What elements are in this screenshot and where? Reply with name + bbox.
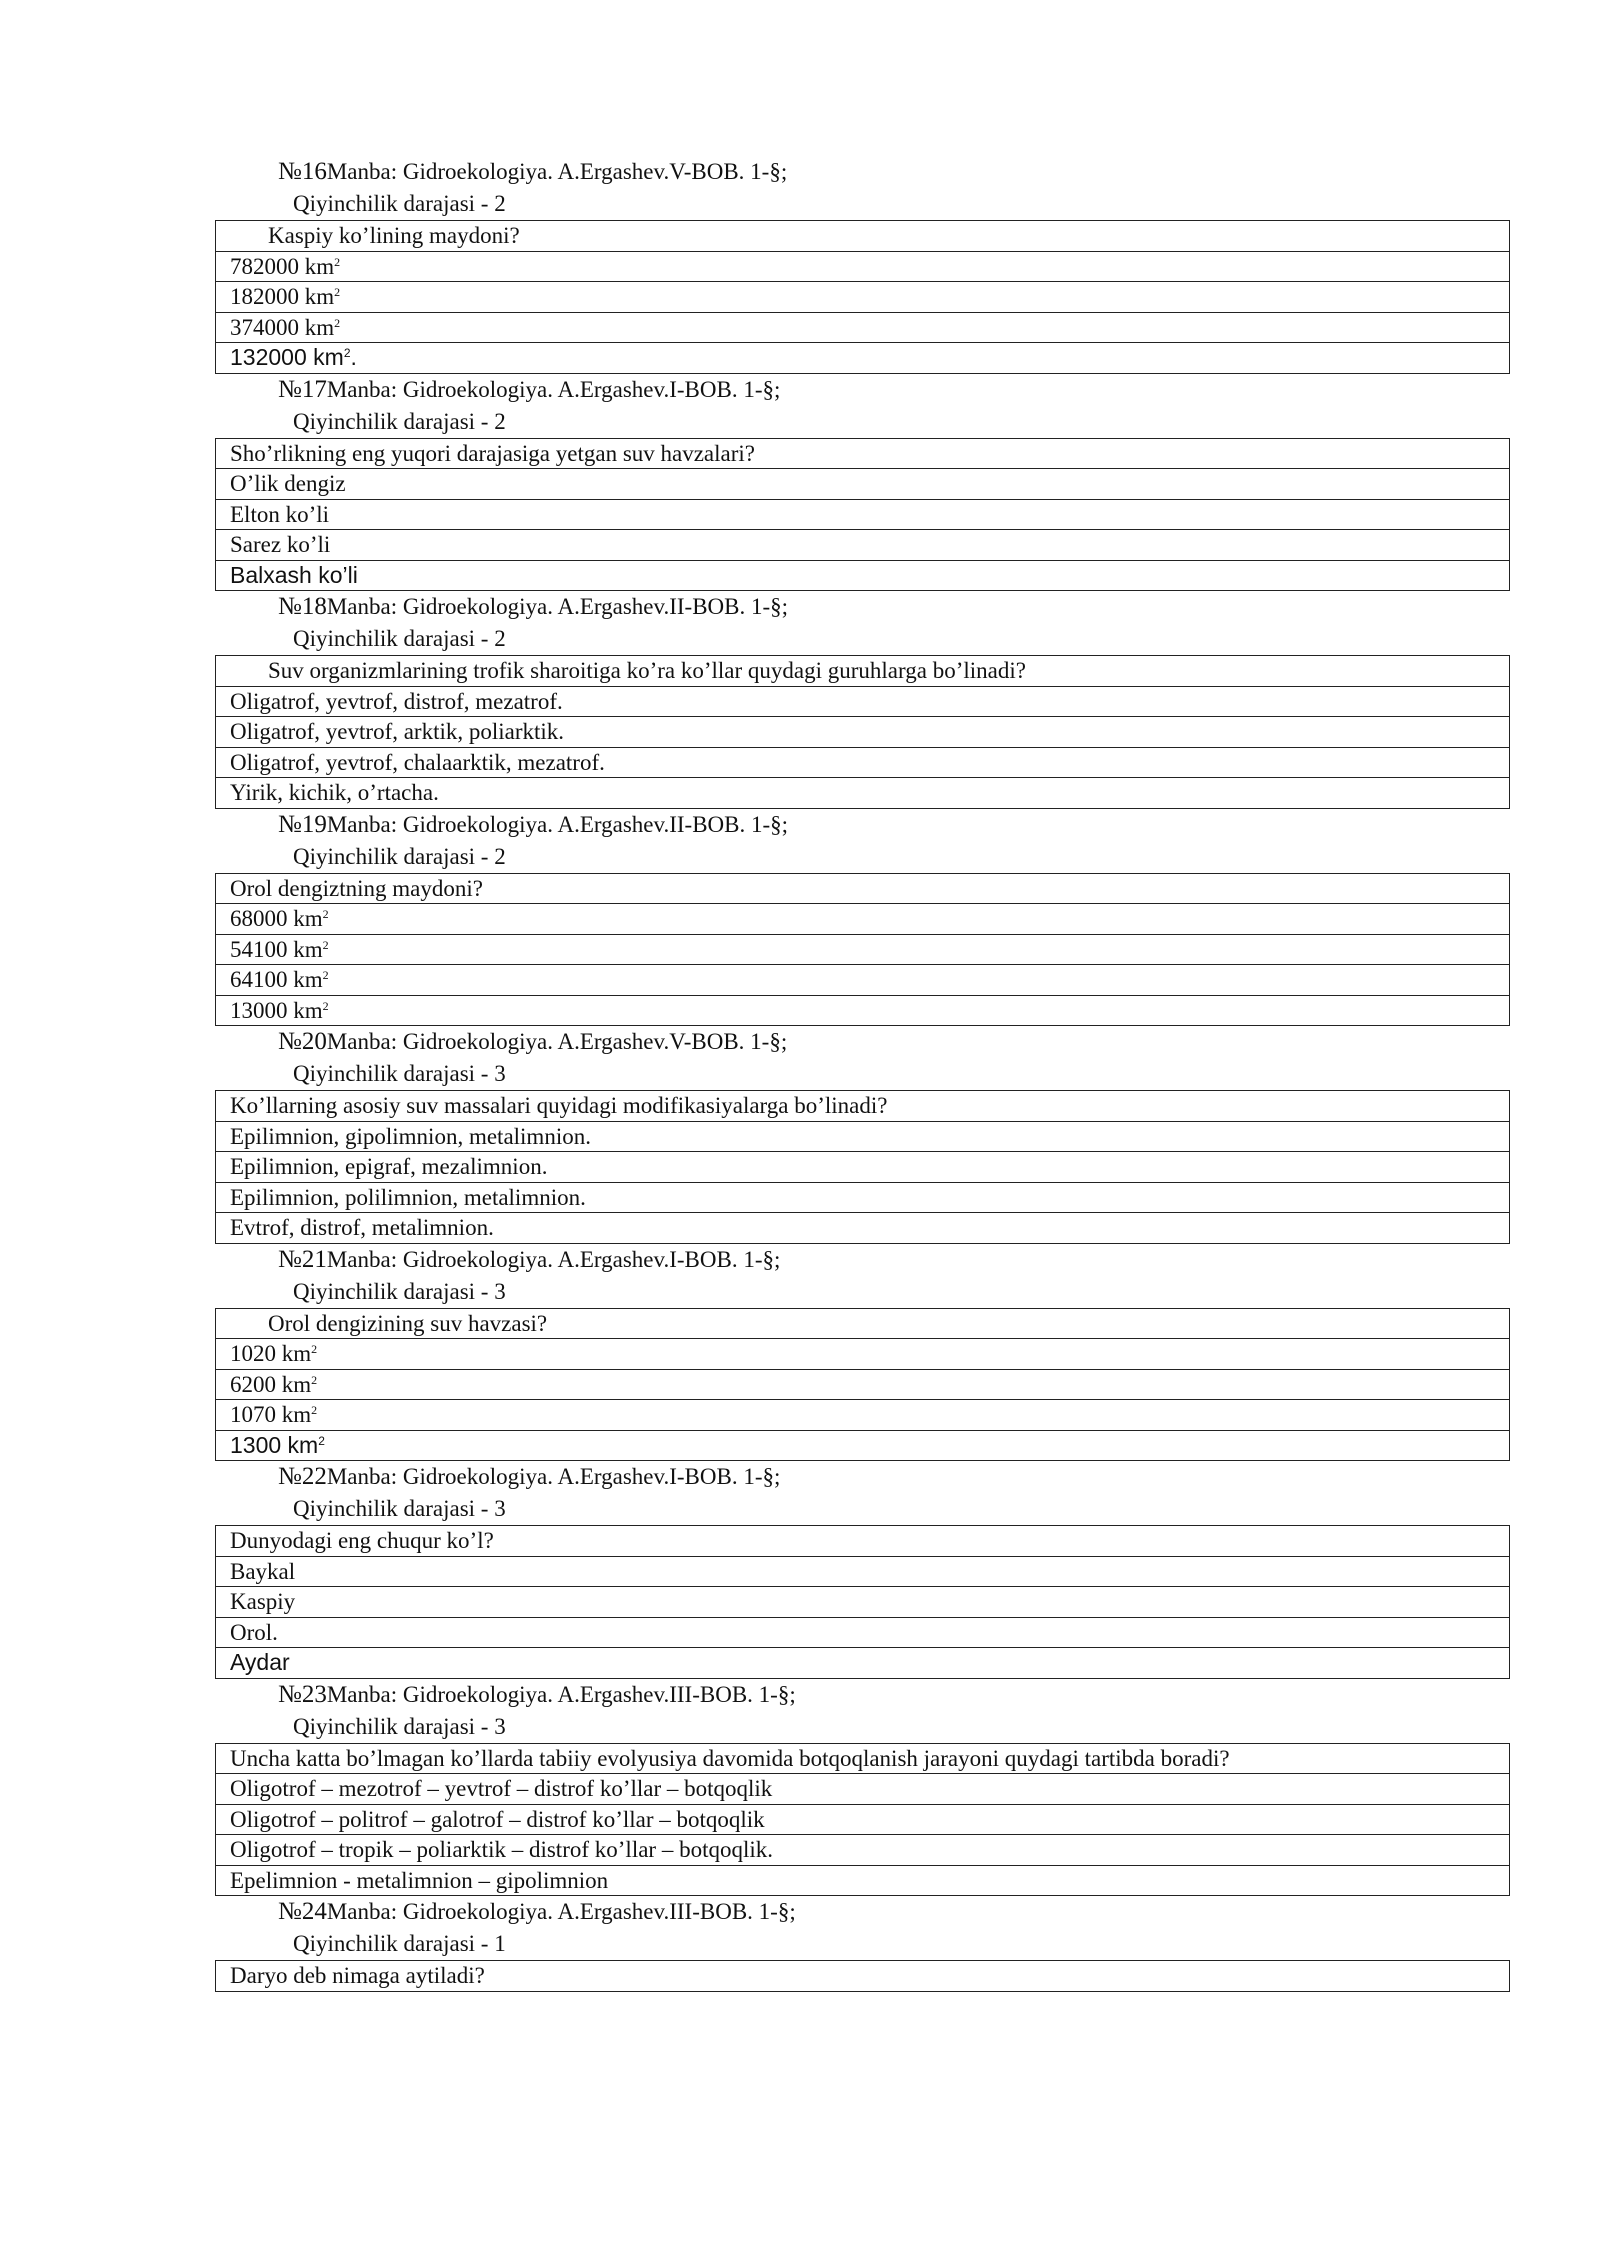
answer-option [216, 1774, 1510, 1805]
answer-row [216, 1121, 1510, 1152]
answer-option [216, 499, 1510, 530]
answer-text: Orol. [230, 1619, 278, 1645]
question-number: №23 [278, 1680, 327, 1708]
answer-row [216, 1339, 1510, 1370]
answer-text: Baykal [230, 1558, 296, 1584]
answer-row [216, 747, 1510, 778]
question-source: Manba: Gidroekologiya. A.Ergashev.V-BOB. 1-§; [326, 159, 788, 184]
question-number: №24 [278, 1898, 327, 1925]
question-row [216, 221, 1510, 252]
question-text: Orol dengizining suv havzasi? [216, 1308, 1510, 1339]
answer-option [216, 1617, 1510, 1648]
answer-option [216, 282, 1510, 313]
answer-row [216, 1213, 1510, 1244]
answer-option [216, 343, 1510, 374]
question-source: Manba: Gidroekologiya. A.Ergashev.II-BOB. 1-§; [326, 811, 789, 837]
question-block [215, 1896, 1510, 1992]
answer-text: Sarez ko’li [230, 532, 331, 558]
answer-option [216, 251, 1510, 282]
answer-text: Elton ko’li [230, 501, 330, 527]
answer-row [216, 1430, 1510, 1461]
question-row [216, 1743, 1510, 1774]
difficulty-level: Qiyinchilik darajasi - 1 [293, 1931, 506, 1956]
answer-row [216, 312, 1510, 343]
answer-option [216, 778, 1510, 809]
unit-exponent: 2 [318, 1433, 325, 1448]
answer-option [216, 1430, 1510, 1461]
question-number: №16 [278, 158, 327, 185]
answer-text: Epilimnion, gipolimnion, metalimnion. [230, 1123, 591, 1149]
answer-suffix: . [350, 344, 357, 371]
answer-text: 54100 km [230, 936, 323, 962]
answer-option [216, 1121, 1510, 1152]
answer-option [216, 1865, 1510, 1896]
answer-option [216, 1400, 1510, 1431]
question-text: Daryo deb nimaga aytiladi? [216, 1961, 1510, 1992]
question-source-line [278, 1026, 1510, 1058]
answer-row [216, 1804, 1510, 1835]
question-number: №21 [278, 1245, 327, 1273]
question-table [215, 1308, 1510, 1462]
question-table [215, 655, 1510, 809]
answer-text: Kaspiy [230, 1589, 296, 1615]
answer-option [216, 530, 1510, 561]
question-block [215, 1244, 1510, 1462]
question-source: Manba: Gidroekologiya. A.Ergashev.III-BOB. 1-§; [326, 1899, 796, 1924]
answer-option [216, 717, 1510, 748]
answer-text: O’lik dengiz [230, 471, 346, 497]
answer-text: 6200 km [230, 1371, 312, 1397]
difficulty-level: Qiyinchilik darajasi - 3 [293, 1278, 506, 1304]
question-text: Sho’rlikning eng yuqori darajasiga yetgan suv havzalari? [216, 438, 1510, 469]
question-text: Suv organizmlarining trofik sharoitiga ko’ra ko’llar quydagi guruhlarga bo’linadi? [216, 656, 1510, 687]
answer-text: 132000 km [230, 344, 344, 371]
question-table [215, 1960, 1510, 1992]
question-number: №19 [278, 810, 327, 838]
unit-exponent: 2 [322, 907, 329, 922]
answer-option [216, 312, 1510, 343]
answer-row [216, 1774, 1510, 1805]
difficulty-level: Qiyinchilik darajasi - 3 [293, 1713, 506, 1739]
question-number: №20 [278, 1028, 327, 1055]
question-table [215, 1743, 1510, 1897]
document-body [215, 156, 1510, 1992]
answer-row [216, 934, 1510, 965]
question-source-line [278, 809, 1510, 841]
question-block [215, 809, 1510, 1027]
answer-text: Epilimnion, epigraf, mezalimnion. [230, 1154, 548, 1180]
answer-option [216, 1339, 1510, 1370]
answer-row [216, 251, 1510, 282]
question-source-line [278, 156, 1510, 188]
answer-row [216, 1182, 1510, 1213]
difficulty-level: Qiyinchilik darajasi - 2 [293, 408, 506, 434]
unit-exponent: 2 [343, 346, 351, 361]
answer-text: 782000 km [230, 253, 335, 279]
question-table [215, 1525, 1510, 1679]
answer-option [216, 1587, 1510, 1618]
question-table [215, 873, 1510, 1027]
question-source: Manba: Gidroekologiya. A.Ergashev.II-BOB. 1-§; [326, 594, 789, 619]
answer-row [216, 530, 1510, 561]
answer-option [216, 1648, 1510, 1679]
answer-row [216, 1617, 1510, 1648]
question-text: Uncha katta bo’lmagan ko’llarda tabiiy evolyusiya davomida botqoqlanish jarayoni quydagi tartibda boradi? [216, 1743, 1510, 1774]
answer-option [216, 1182, 1510, 1213]
answer-row [216, 499, 1510, 530]
question-source: Manba: Gidroekologiya. A.Ergashev.III-BOB. 1-§; [326, 1681, 796, 1707]
question-row [216, 1308, 1510, 1339]
answer-option [216, 965, 1510, 996]
difficulty-level: Qiyinchilik darajasi - 2 [293, 191, 506, 216]
question-source: Manba: Gidroekologiya. A.Ergashev.I-BOB. 1-§; [326, 376, 781, 402]
question-source-line [278, 1679, 1510, 1711]
question-block [215, 1026, 1510, 1244]
answer-text: 64100 km [230, 967, 323, 993]
question-row [216, 1091, 1510, 1122]
answer-option [216, 1556, 1510, 1587]
question-source-line [278, 1461, 1510, 1493]
answer-text: 68000 km [230, 906, 323, 932]
answer-text: 13000 km [230, 997, 323, 1023]
answer-row [216, 995, 1510, 1026]
question-text: Dunyodagi eng chuqur ko’l? [216, 1526, 1510, 1557]
answer-row [216, 560, 1510, 591]
answer-text: 1020 km [230, 1341, 312, 1367]
question-source: Manba: Gidroekologiya. A.Ergashev.I-BOB. 1-§; [326, 1246, 781, 1272]
question-number: №17 [278, 375, 327, 403]
question-block [215, 1461, 1510, 1679]
answer-option [216, 469, 1510, 500]
question-row [216, 656, 1510, 687]
question-source: Manba: Gidroekologiya. A.Ergashev.V-BOB. 1-§; [326, 1029, 788, 1054]
answer-row [216, 1587, 1510, 1618]
difficulty-level: Qiyinchilik darajasi - 3 [293, 1061, 506, 1086]
answer-text: 1300 km [230, 1431, 319, 1458]
answer-row [216, 778, 1510, 809]
difficulty-level: Qiyinchilik darajasi - 3 [293, 1496, 506, 1521]
answer-text: Epelimnion - metalimnion – gipolimnion [230, 1867, 609, 1893]
question-source-line [278, 1896, 1510, 1928]
question-block [215, 591, 1510, 809]
answer-text: Balxash ko’li [230, 561, 358, 588]
answer-text: Aydar [230, 1649, 290, 1676]
difficulty-level: Qiyinchilik darajasi - 2 [293, 626, 506, 651]
answer-text: Oligatrof, yevtrof, arktik, poliarktik. [230, 719, 565, 745]
answer-row [216, 965, 1510, 996]
unit-exponent: 2 [311, 1342, 318, 1357]
answer-row [216, 1865, 1510, 1896]
answer-text: 1070 km [230, 1402, 312, 1428]
question-text: Ko’llarning asosiy suv massalari quyidagi modifikasiyalarga bo’linadi? [216, 1091, 1510, 1122]
question-block [215, 374, 1510, 592]
answer-row [216, 1835, 1510, 1866]
answer-option [216, 560, 1510, 591]
answer-text: 182000 km [230, 284, 335, 310]
answer-option [216, 1213, 1510, 1244]
answer-option [216, 995, 1510, 1026]
answer-option [216, 934, 1510, 965]
answer-option [216, 747, 1510, 778]
answer-row [216, 1152, 1510, 1183]
unit-exponent: 2 [334, 315, 341, 330]
unit-exponent: 2 [322, 968, 329, 983]
answer-option [216, 1835, 1510, 1866]
question-source: Manba: Gidroekologiya. A.Ergashev.I-BOB. 1-§; [326, 1464, 781, 1489]
unit-exponent: 2 [311, 1403, 318, 1418]
answer-row [216, 904, 1510, 935]
answer-text: Yirik, kichik, o’rtacha. [230, 780, 439, 806]
answer-option [216, 686, 1510, 717]
answer-row [216, 343, 1510, 374]
answer-row [216, 1369, 1510, 1400]
question-number: №18 [278, 593, 327, 620]
question-row [216, 438, 1510, 469]
answer-row [216, 717, 1510, 748]
unit-exponent: 2 [311, 1372, 318, 1387]
question-table [215, 438, 1510, 592]
question-block [215, 156, 1510, 374]
unit-exponent: 2 [322, 937, 329, 952]
answer-option [216, 904, 1510, 935]
question-table [215, 1090, 1510, 1244]
answer-row [216, 1556, 1510, 1587]
question-source-line [278, 591, 1510, 623]
question-source-line [278, 374, 1510, 406]
unit-exponent: 2 [334, 285, 341, 300]
answer-text: Oligotrof – mezotrof – yevtrof – distrof ko’llar – botqoqlik [230, 1776, 773, 1802]
answer-row [216, 1648, 1510, 1679]
question-table [215, 220, 1510, 374]
difficulty-level: Qiyinchilik darajasi - 2 [293, 843, 506, 869]
question-number: №22 [278, 1463, 327, 1490]
question-row [216, 1526, 1510, 1557]
question-row [216, 873, 1510, 904]
question-text: Orol dengiztning maydoni? [216, 873, 1510, 904]
answer-option [216, 1152, 1510, 1183]
answer-text: Oligotrof – politrof – galotrof – distrof ko’llar – botqoqlik [230, 1806, 765, 1832]
answer-text: Epilimnion, polilimnion, metalimnion. [230, 1184, 586, 1210]
question-row [216, 1961, 1510, 1992]
answer-row [216, 282, 1510, 313]
answer-text: Evtrof, distrof, metalimnion. [230, 1215, 494, 1241]
question-source-line [278, 1244, 1510, 1276]
answer-option [216, 1369, 1510, 1400]
question-block [215, 1679, 1510, 1897]
answer-text: Oligatrof, yevtrof, chalaarktik, mezatrof. [230, 749, 605, 775]
answer-row [216, 686, 1510, 717]
answer-text: 374000 km [230, 314, 335, 340]
answer-option [216, 1804, 1510, 1835]
answer-row [216, 1400, 1510, 1431]
answer-row [216, 469, 1510, 500]
unit-exponent: 2 [322, 998, 329, 1013]
answer-text: Oligotrof – tropik – poliarktik – distrof ko’llar – botqoqlik. [230, 1837, 773, 1863]
answer-text: Oligatrof, yevtrof, distrof, mezatrof. [230, 688, 563, 714]
question-text: Kaspiy ko’lining maydoni? [216, 221, 1510, 252]
unit-exponent: 2 [334, 254, 341, 269]
